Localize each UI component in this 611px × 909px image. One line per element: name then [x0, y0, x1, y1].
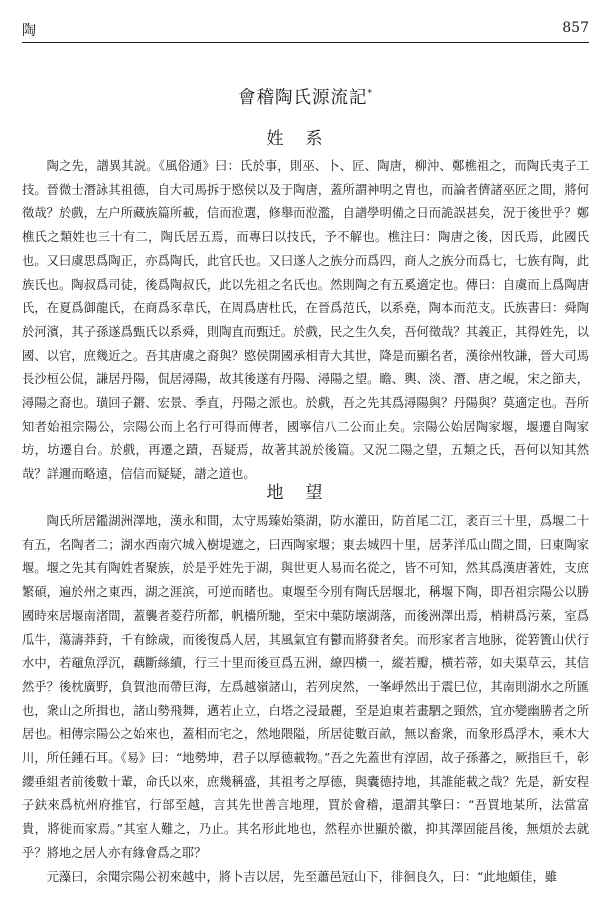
paragraph: 陶之先，譜異其説。《風俗通》曰：氏於事，則巫、卜、匠、陶唐，柳沖、鄭樵祖之，而陶氏夷子工技。晉微士潛詠其祖德，自大司馬拆于愍侯以及于陶唐，蓋所謂神明之胄也，而論者儕諸巫匠之間，將何徵哉？於戲，左户所藏族篇所載，信而涖選，修舉而涖濫，自譜學明備之日而詭誤甚矣，況于後世乎？鄭樵氏之類姓也三十有二，陶氏居五焉，而專曰以技氏，予不解也。樵注曰：陶唐之後，因氏焉，此國氏也。又曰虞思爲陶正，亦爲陶氏，此官氏也。又曰遂人之族分而爲四，商人之族分而爲七，七族有陶，此族氏也。陶叔爲司徒，後爲陶叔氏，此以先祖之名氏也。然則陶之有五奚適定也。傳曰：自虞而上爲陶唐氏，在夏爲御龍氏，在商爲豕韋氏，在周爲唐杜氏，在晉爲范氏，以系堯，陶本而范支。氏族書曰：舜陶於河濱，其子孫遂爲甄氏以系舜，則陶直而甄迁。於戲，民之生久矣，吾何徵哉？其義正，其得姓先，以國、以官，庶幾近之。吾其唐虞之裔與？愍侯開國承相青大其世，降是而顯名者，漢徐州牧謙，晉大司馬長沙桓公侃，謙居丹陽，侃居潯陽，故其後遂有丹陽、潯陽之望。瞻、輿、淡、潛、唐之峴，宋之節夫，潯陽之裔也。璜回子鏘、宏景、季直，丹陽之派也。於戲，吾之先其爲潯陽與？丹陽與？莫適定也。吾所知者始祖宗陽公，宗陽公而上名行可得而傳者，國寧信八二公而止矣。宗陽公始居陶家堰，堰遷自陶家坊，坊遷自台。於戲，再遷之蹟，吾疑焉，故著其説於後篇。又況二陽之望，五類之氏，吾何以知其然哉？詳邇而略遠，信信而疑疑，譜之道也。	[22, 159, 589, 482]
section-geography	[22, 510, 589, 889]
paragraph: 陶氏所居鑑湖洲澤地，漢永和間，太守馬臻始築湖，防水灌田，防首尾二江，袤百三十里，爲堰二十有五，名陶者二；湖水西南穴城入樹堤遮之，曰西陶家堰；東去城四十里，居茅洋瓜山間之間，曰東陶家堰。堰之先其有陶姓者聚族，於是乎姓先于湖，與世更人易而名從之，皆不可知，然其爲漢唐著姓，支庶繁碩，遍於州之東西，湖之涯滨，可逆而睹也。東堰至今別有陶氏居堰北，稱堰下陶，即吾祖宗陽公以勝國時來居堰南渚間，蓋襲者菱荇所都，帆檣所馳，至宋中葉防壞湖落，而後洲澤出焉，梢耕爲污萊，室爲瓜牛，蕩濤莽葑，千有餘歲，而後復爲人居，其風氣宜有鬱而將發者矣。而形家者言地脉，從箬簀山伏行水中，若黿魚浮沉，藕斷絲續，行三十里而後亘爲五洲，繚四横一，縱若瓣，横若蒂，如夫渠草云，其信然乎？後枕廣野，負賀池而帶巨海，左爲越嶺諸山，若列戾然，一峯崢然出于震巳位，其南則湖水之所匯也，衆山之所揖也，諸山勢飛舞，邁若止立，白塔之浸最麗，至是迫東若畫駟之頸然，宜亦變幽勝者之所居也。相傳宗陽公之始來也，蓋相而宅之，然地隈隘，所居徒數百畝，無以畜衆，而象形爲浮木，乘木大川，所任鍾石耳。《易》曰：“地勢坤，君子以厚德載物。”吾之先蓋世有淳固，故子孫蕃之，厥指巨千，彰纓垂組者前後數十輩，命氏以來，庶幾稱盛，其祖考之厚德，與囊德持地，其誰能載之哉？先是，新安程子鈇來爲杭州府推官，行部至越，言其先世善言地理，買於會稽，還謂其擎曰：“吾買地某所，法當富貴，將徙而家焉。”其室人難之，乃止。其名形此地也，然程亦世顯於徽，抑其澤固能昌後，無煩於去就乎？將地之居人亦有緣會爲之耶？	[22, 514, 589, 860]
page-header	[22, 16, 589, 43]
article-title	[0, 84, 611, 109]
running-head: 陶	[22, 23, 36, 39]
paragraph: 元藻曰，余聞宗陽公初來越中，將卜吉以居，先至蕭邑冠山下，徘徊良久，曰：“此地頗佳，雖	[46, 869, 558, 884]
page-number: 857	[562, 20, 589, 36]
section-heading-geography: 地望	[266, 483, 345, 503]
section-heading-lineage: 姓系	[266, 129, 345, 149]
article-title-text: 會稽陶氏源流記	[238, 88, 368, 108]
section-lineage	[22, 155, 589, 487]
title-footnote-mark: *	[367, 89, 373, 100]
